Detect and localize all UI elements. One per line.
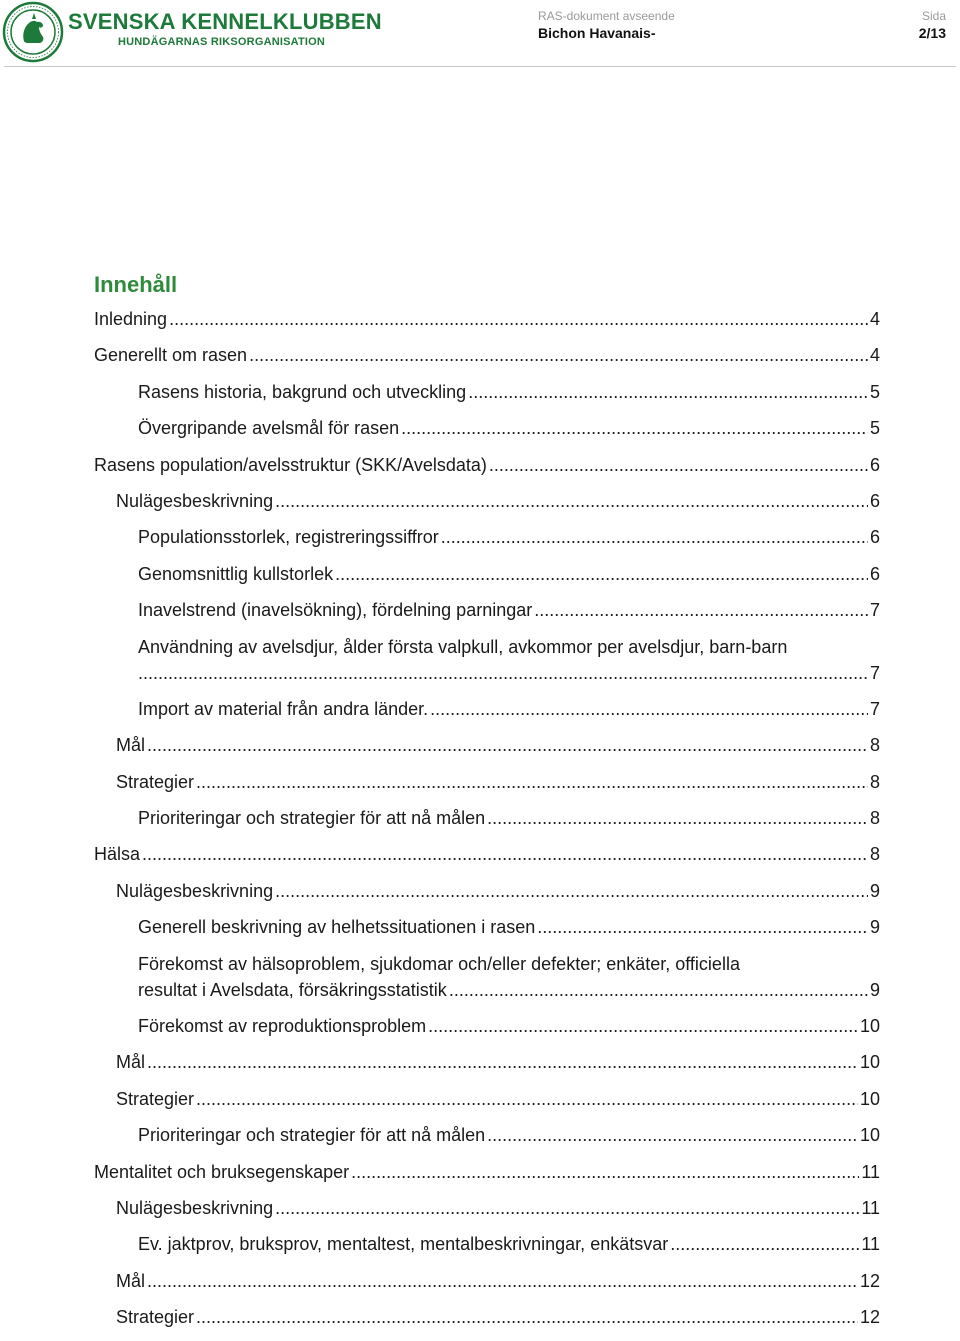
toc-entry-page: 5: [869, 418, 880, 439]
toc-entry[interactable]: [94, 1049, 880, 1075]
toc-entry-label: Populationsstorlek, registreringssiffror: [138, 527, 439, 548]
toc-dot-leader: [441, 524, 868, 550]
toc-entry-page: 8: [869, 808, 880, 829]
toc-dot-leader: [196, 1304, 858, 1330]
toc-dot-leader: [449, 977, 868, 1003]
toc-entry[interactable]: [94, 805, 880, 831]
toc-entry-label: Strategier: [116, 1307, 195, 1328]
toc-heading: Innehåll: [94, 272, 178, 297]
toc-dot-leader: [196, 1086, 858, 1112]
toc-dot-leader: [142, 841, 868, 867]
toc-dot-leader: [169, 306, 868, 332]
toc-entry-label: resultat i Avelsdata, försäkringsstatistik: [138, 979, 447, 1000]
toc-entry[interactable]: [94, 1159, 880, 1185]
toc-entry-page: 10: [859, 1052, 880, 1073]
page-number: 2/13: [918, 25, 946, 41]
toc-dot-leader: [249, 342, 868, 368]
toc-entry-label: Nulägesbeskrivning: [116, 490, 274, 511]
toc-entry-page: 9: [869, 917, 880, 938]
toc-entry-label: Mentalitet och bruksegenskaper: [94, 1161, 350, 1182]
toc-entry[interactable]: [94, 634, 880, 686]
toc-entry-label: Mål: [116, 1052, 146, 1073]
toc-entry-page: 9: [869, 979, 880, 1000]
toc-entry-label: Inavelstrend (inavelsökning), fördelning parningar: [138, 600, 533, 621]
toc-entry[interactable]: [94, 1086, 880, 1112]
toc-entry[interactable]: [94, 597, 880, 623]
toc-dot-leader: [534, 597, 868, 623]
toc-entry-page: 8: [869, 771, 880, 792]
toc-dot-leader: [468, 379, 868, 405]
toc-entry-page: 5: [869, 381, 880, 402]
toc-dot-leader: [670, 1231, 859, 1257]
toc-entry-label: Nulägesbeskrivning: [116, 1197, 274, 1218]
toc-entry-page: 10: [859, 1088, 880, 1109]
page-header: [0, 0, 960, 68]
toc-entry[interactable]: [94, 342, 880, 368]
toc-dot-leader: [351, 1159, 859, 1185]
toc-entry-label: Förekomst av reproduktionsproblem: [138, 1016, 427, 1037]
page-number-label: Sida: [921, 9, 946, 23]
header-divider: [4, 66, 956, 67]
toc-dot-leader: [401, 415, 868, 441]
toc-entry-label: Mål: [116, 735, 146, 756]
toc-dot-leader: [275, 488, 868, 514]
toc-entry-page: 9: [869, 880, 880, 901]
toc-entry-page: 11: [861, 1197, 880, 1218]
toc-dot-leader: [275, 878, 868, 904]
toc-entry-page: 6: [869, 563, 880, 584]
toc-entry-label: Generellt om rasen: [94, 345, 248, 366]
toc-dot-leader: [537, 914, 868, 940]
toc-entry-page: 7: [869, 698, 880, 719]
toc-entry[interactable]: [94, 1122, 880, 1148]
toc-entry-label: Generell beskrivning av helhetssituationen i rasen: [138, 917, 536, 938]
toc-entry-page: 12: [859, 1307, 880, 1328]
toc-entry-page: 6: [869, 527, 880, 548]
toc-entry[interactable]: [94, 878, 880, 904]
toc-dot-leader: [428, 1013, 858, 1039]
toc-dot-leader: [335, 561, 868, 587]
toc-dot-leader: [147, 732, 868, 758]
toc-entry-page: 8: [869, 844, 880, 865]
toc-entry[interactable]: [94, 488, 880, 514]
org-subtitle: HUNDÄGARNAS RIKSORGANISATION: [118, 36, 326, 48]
toc-entry-label: Inledning: [94, 309, 168, 329]
toc-entry-page: 6: [869, 454, 880, 475]
toc-entry-page: 8: [869, 735, 880, 756]
toc-entry[interactable]: [94, 1231, 880, 1257]
toc-entry-page: 11: [861, 1161, 880, 1182]
toc-dot-leader: [430, 696, 868, 722]
toc-entry-label: Genomsnittlig kullstorlek: [138, 563, 334, 584]
toc-entry-page: 10: [859, 1125, 880, 1146]
toc-entry-page: 4: [869, 345, 880, 366]
toc-dot-leader: [489, 452, 868, 478]
toc-entry[interactable]: [94, 914, 880, 940]
toc-entry-label: Ev. jaktprov, bruksprov, mentaltest, mentalbeskrivningar, enkätsvar: [138, 1234, 669, 1255]
toc-entry-page: 4: [869, 309, 880, 329]
toc-entry[interactable]: [94, 1013, 880, 1039]
table-of-contents: [94, 306, 880, 1341]
org-name: SVENSKA KENNELKLUBBEN: [68, 9, 382, 34]
toc-entry-page: 7: [869, 600, 880, 621]
toc-entry[interactable]: [94, 841, 880, 867]
toc-dot-leader: [138, 660, 868, 686]
toc-entry-label: Prioriteringar och strategier för att nå målen: [138, 808, 486, 829]
toc-entry-label: Rasens population/avelsstruktur (SKK/Avelsdata): [94, 454, 487, 475]
toc-entry-label: Rasens historia, bakgrund och utveckling: [138, 381, 467, 402]
toc-entry[interactable]: [94, 951, 880, 1003]
toc-dot-leader: [147, 1268, 858, 1294]
toc-entry-page: 6: [869, 490, 880, 511]
toc-entry-label: Strategier: [116, 771, 195, 792]
toc-dot-leader: [487, 805, 868, 831]
toc-entry-label: Prioriteringar och strategier för att nå målen: [138, 1125, 486, 1146]
toc-entry[interactable]: [94, 769, 880, 795]
doc-title: Bichon Havanais-: [538, 25, 656, 41]
toc-entry-label: Användning av avelsdjur, ålder första valpkull, avkommor per avelsdjur, barn-barn: [138, 636, 788, 657]
toc-entry-label: Mål: [116, 1270, 146, 1291]
toc-entry[interactable]: [94, 306, 880, 332]
doc-type-label: RAS-dokument avseende: [538, 9, 675, 23]
toc-entry[interactable]: [94, 732, 880, 758]
toc-dot-leader: [275, 1195, 859, 1221]
toc-dot-leader: [147, 1049, 858, 1075]
toc-entry-label: Hälsa: [94, 844, 141, 865]
toc-entry-label: Strategier: [116, 1088, 195, 1109]
toc-entry-label: Förekomst av hälsoproblem, sjukdomar och/eller defekter; enkäter, officiella: [138, 953, 740, 974]
toc-entry[interactable]: [94, 379, 880, 405]
toc-entry[interactable]: [94, 452, 880, 478]
toc-entry[interactable]: [94, 1268, 880, 1294]
toc-entry-page: 11: [861, 1234, 880, 1255]
kennel-club-seal-icon: [2, 1, 64, 63]
toc-entry[interactable]: [94, 1195, 880, 1221]
toc-entry[interactable]: [94, 1304, 880, 1330]
toc-entry[interactable]: [94, 561, 880, 587]
toc-entry[interactable]: [94, 415, 880, 441]
toc-entry-label: Övergripande avelsmål för rasen: [138, 418, 400, 439]
toc-entry-page: 7: [869, 662, 880, 683]
toc-entry-label: Import av material från andra länder.: [138, 698, 429, 719]
toc-entry-page: 12: [859, 1270, 880, 1291]
toc-entry-page: 10: [859, 1016, 880, 1037]
toc-dot-leader: [196, 769, 868, 795]
toc-entry-label: Nulägesbeskrivning: [116, 880, 274, 901]
toc-entry[interactable]: [94, 696, 880, 722]
toc-dot-leader: [487, 1122, 858, 1148]
toc-entry[interactable]: [94, 524, 880, 550]
